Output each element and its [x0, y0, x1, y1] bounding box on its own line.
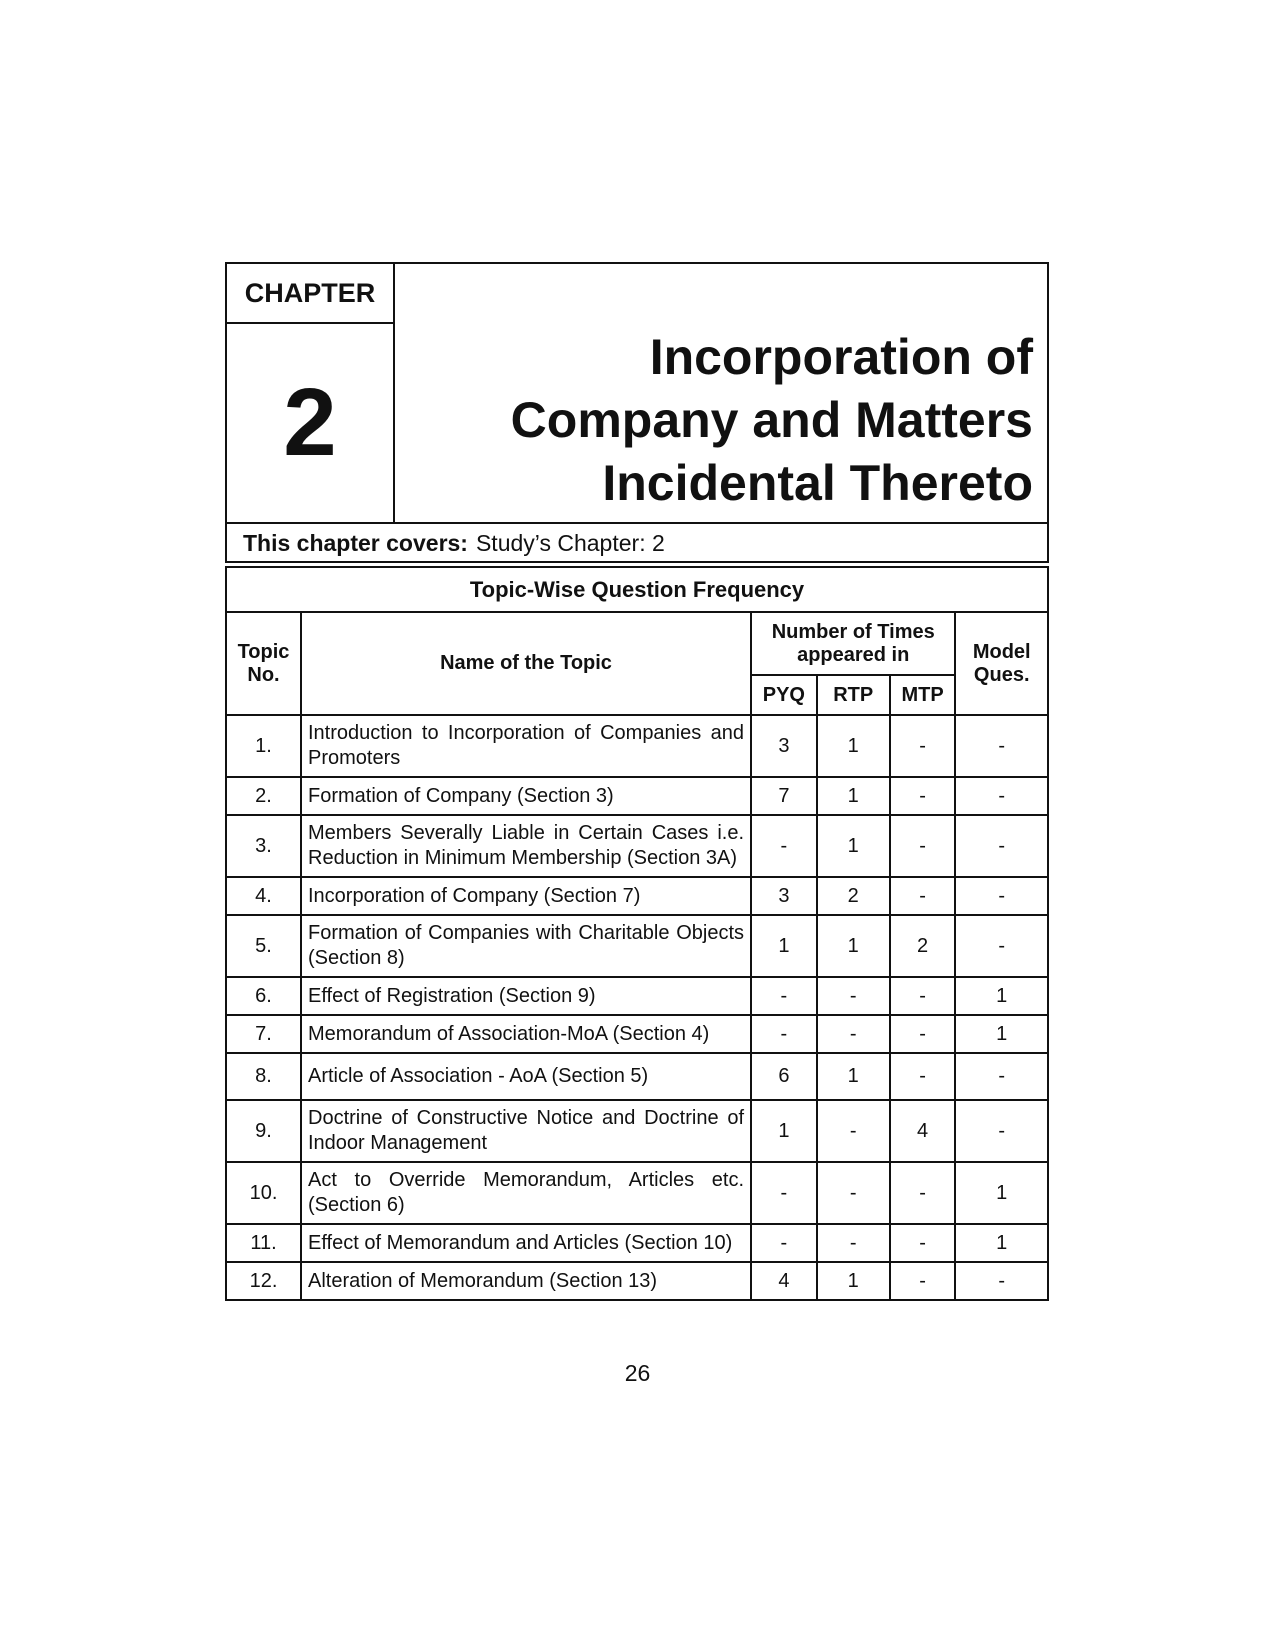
chapter-title-line: Incorporation of — [649, 329, 1033, 385]
rtp-count: 1 — [817, 915, 890, 977]
pyq-count: 3 — [751, 715, 817, 777]
table-row — [226, 715, 1048, 777]
mtp-count: 2 — [890, 915, 956, 977]
model-ques-header: Model Ques. — [955, 612, 1048, 715]
topic-name: Effect of Memorandum and Articles (Section 10) — [301, 1224, 751, 1262]
model-count: 1 — [955, 977, 1048, 1015]
table-row — [226, 1100, 1048, 1162]
table-title: Topic-Wise Question Frequency — [226, 567, 1048, 612]
model-count: - — [955, 877, 1048, 915]
table-row — [226, 977, 1048, 1015]
pyq-count: - — [751, 1162, 817, 1224]
topic-name: Formation of Companies with Charitable Objects (Section 8) — [301, 915, 751, 977]
mtp-count: - — [890, 877, 956, 915]
model-count: - — [955, 815, 1048, 877]
table-row — [226, 1262, 1048, 1300]
topic-name: Effect of Registration (Section 9) — [301, 977, 751, 1015]
topic-number: 4. — [226, 877, 301, 915]
topic-number: 1. — [226, 715, 301, 777]
table-row — [226, 777, 1048, 815]
mtp-header: MTP — [890, 675, 956, 715]
pyq-count: 4 — [751, 1262, 817, 1300]
pyq-count: - — [751, 1015, 817, 1053]
pyq-count: 7 — [751, 777, 817, 815]
mtp-count: - — [890, 715, 956, 777]
mtp-count: - — [890, 815, 956, 877]
pyq-header: PYQ — [751, 675, 817, 715]
rtp-count: - — [817, 1224, 890, 1262]
pyq-count: 1 — [751, 915, 817, 977]
rtp-count: - — [817, 1100, 890, 1162]
topic-number: 2. — [226, 777, 301, 815]
topic-name: Alteration of Memorandum (Section 13) — [301, 1262, 751, 1300]
times-appeared-header: Number of Times appeared in — [751, 612, 955, 675]
topic-name: Doctrine of Constructive Notice and Doctrine of Indoor Management — [301, 1100, 751, 1162]
pyq-count: - — [751, 1224, 817, 1262]
table-row — [226, 915, 1048, 977]
rtp-count: 1 — [817, 815, 890, 877]
topic-name-header: Name of the Topic — [301, 612, 751, 715]
chapter-covers-value: Study’s Chapter: 2 — [475, 530, 665, 556]
pyq-count: 6 — [751, 1053, 817, 1100]
rtp-count: 1 — [817, 715, 890, 777]
mtp-count: - — [890, 1053, 956, 1100]
topic-name: Formation of Company (Section 3) — [301, 777, 751, 815]
topic-number: 5. — [226, 915, 301, 977]
chapter-title — [395, 264, 1047, 522]
model-count: - — [955, 1053, 1048, 1100]
topic-name: Members Severally Liable in Certain Cases i.e. Reduction in Minimum Membership (Section 3A) — [301, 815, 751, 877]
mtp-count: 4 — [890, 1100, 956, 1162]
chapter-title-line: Incidental Thereto — [602, 455, 1033, 511]
rtp-count: 1 — [817, 777, 890, 815]
topic-name: Incorporation of Company (Section 7) — [301, 877, 751, 915]
chapter-label: CHAPTER — [227, 264, 395, 324]
model-count: 1 — [955, 1162, 1048, 1224]
table-row — [226, 1162, 1048, 1224]
model-count: - — [955, 915, 1048, 977]
model-count: - — [955, 1100, 1048, 1162]
table-row — [226, 1053, 1048, 1100]
topic-number: 6. — [226, 977, 301, 1015]
topic-number: 9. — [226, 1100, 301, 1162]
topic-number: 7. — [226, 1015, 301, 1053]
topic-number: 8. — [226, 1053, 301, 1100]
topic-name: Memorandum of Association-MoA (Section 4) — [301, 1015, 751, 1053]
mtp-count: - — [890, 1262, 956, 1300]
table-row — [226, 1224, 1048, 1262]
mtp-count: - — [890, 1224, 956, 1262]
rtp-header: RTP — [817, 675, 890, 715]
pyq-count: 1 — [751, 1100, 817, 1162]
model-count: - — [955, 715, 1048, 777]
rtp-count: - — [817, 1015, 890, 1053]
pyq-count: 3 — [751, 877, 817, 915]
chapter-covers — [227, 522, 1047, 563]
topic-name: Act to Override Memorandum, Articles etc. (Section 6) — [301, 1162, 751, 1224]
model-count: 1 — [955, 1015, 1048, 1053]
topic-number: 10. — [226, 1162, 301, 1224]
rtp-count: - — [817, 977, 890, 1015]
topic-number: 12. — [226, 1262, 301, 1300]
chapter-number: 2 — [227, 324, 395, 522]
model-count: 1 — [955, 1224, 1048, 1262]
topic-name: Introduction to Incorporation of Companies and Promoters — [301, 715, 751, 777]
mtp-count: - — [890, 1162, 956, 1224]
mtp-count: - — [890, 777, 956, 815]
topic-frequency-table — [225, 566, 1049, 1301]
mtp-count: - — [890, 1015, 956, 1053]
rtp-count: 2 — [817, 877, 890, 915]
chapter-covers-label: This chapter covers: — [243, 530, 468, 556]
model-count: - — [955, 1262, 1048, 1300]
topic-no-header: Topic No. — [226, 612, 301, 715]
topic-name: Article of Association - AoA (Section 5) — [301, 1053, 751, 1100]
pyq-count: - — [751, 815, 817, 877]
page-number: 26 — [624, 1360, 651, 1386]
table-row — [226, 877, 1048, 915]
chapter-header — [225, 262, 1049, 563]
table-row — [226, 815, 1048, 877]
chapter-title-line: Company and Matters — [510, 392, 1033, 448]
topic-number: 11. — [226, 1224, 301, 1262]
table-row — [226, 1015, 1048, 1053]
topic-number: 3. — [226, 815, 301, 877]
model-count: - — [955, 777, 1048, 815]
pyq-count: - — [751, 977, 817, 1015]
mtp-count: - — [890, 977, 956, 1015]
rtp-count: 1 — [817, 1262, 890, 1300]
rtp-count: - — [817, 1162, 890, 1224]
rtp-count: 1 — [817, 1053, 890, 1100]
